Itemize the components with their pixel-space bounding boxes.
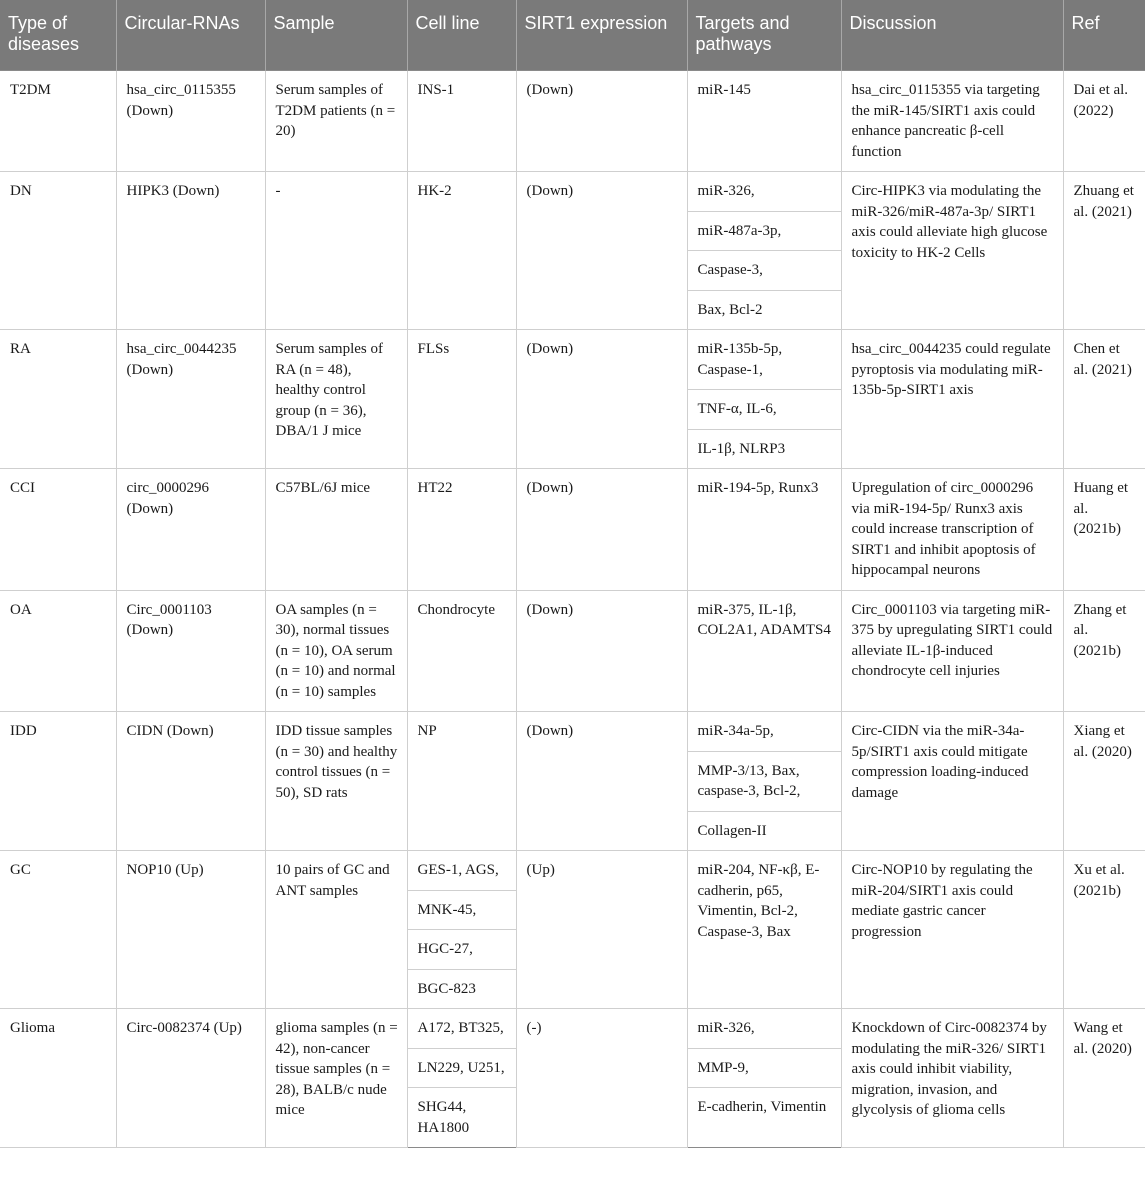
circular-rna-cell: HIPK3 (Down) — [116, 172, 265, 330]
targets-cell: TNF-α, IL-6, — [687, 390, 841, 430]
discussion-cell: Circ_0001103 via targeting miR-375 by upregulating SIRT1 could alleviate IL-1β-induced chondrocyte cell injuries — [841, 590, 1063, 712]
table-row — [0, 330, 1145, 390]
ref-cell: Wang et al. (2020) — [1063, 1009, 1145, 1148]
targets-cell: miR-135b-5p, Caspase-1, — [687, 330, 841, 390]
discussion-cell: hsa_circ_0044235 could regulate pyroptosis via modulating miR-135b-5p-SIRT1 axis — [841, 330, 1063, 469]
sample-cell: Serum samples of T2DM patients (n = 20) — [265, 71, 407, 172]
table-body — [0, 71, 1145, 1148]
circular-rna-cell: CIDN (Down) — [116, 712, 265, 851]
cell-line-cell: A172, BT325, — [407, 1009, 516, 1049]
table-row — [0, 172, 1145, 212]
ref-cell: Zhuang et al. (2021) — [1063, 172, 1145, 330]
header-sample: Sample — [265, 0, 407, 71]
ref-cell: Zhang et al. (2021b) — [1063, 590, 1145, 712]
targets-cell: miR-204, NF-κβ, E-cadherin, p65, Vimentin, Bcl-2, Caspase-3, Bax — [687, 851, 841, 1009]
sirt1-expression-cell: (Down) — [516, 172, 687, 330]
ref-cell: Xu et al. (2021b) — [1063, 851, 1145, 1009]
cell-line-cell: MNK-45, — [407, 890, 516, 930]
circular-rna-cell: Circ-0082374 (Up) — [116, 1009, 265, 1148]
disease-cell: GC — [0, 851, 116, 1009]
header-cell-line: Cell line — [407, 0, 516, 71]
table-row — [0, 469, 1145, 591]
cell-line-cell: Chondrocyte — [407, 590, 516, 712]
disease-cell: DN — [0, 172, 116, 330]
ref-cell: Dai et al. (2022) — [1063, 71, 1145, 172]
table-row — [0, 590, 1145, 712]
circular-rna-cell: NOP10 (Up) — [116, 851, 265, 1009]
cell-line-cell: SHG44, HA1800 — [407, 1088, 516, 1148]
header-circular-rnas: Circular-RNAs — [116, 0, 265, 71]
disease-cell: OA — [0, 590, 116, 712]
header-ref: Ref — [1063, 0, 1145, 71]
sirt1-expression-cell: (Up) — [516, 851, 687, 1009]
discussion-cell: Circ-HIPK3 via modulating the miR-326/miR-487a-3p/ SIRT1 axis could alleviate high glucose toxicity to HK-2 Cells — [841, 172, 1063, 330]
sample-cell: C57BL/6J mice — [265, 469, 407, 591]
circular-rna-cell: hsa_circ_0044235 (Down) — [116, 330, 265, 469]
discussion-cell: Circ-CIDN via the miR-34a-5p/SIRT1 axis could mitigate compression loading-induced damage — [841, 712, 1063, 851]
discussion-cell: Circ-NOP10 by regulating the miR-204/SIRT1 axis could mediate gastric cancer progression — [841, 851, 1063, 1009]
header-type-of-diseases: Type of diseases — [0, 0, 116, 71]
sirt1-expression-cell: (Down) — [516, 330, 687, 469]
sirt1-expression-cell: (Down) — [516, 71, 687, 172]
cell-line-cell: LN229, U251, — [407, 1048, 516, 1088]
sample-cell: 10 pairs of GC and ANT samples — [265, 851, 407, 1009]
sample-cell: IDD tissue samples (n = 30) and healthy control tissues (n = 50), SD rats — [265, 712, 407, 851]
cell-line-cell: FLSs — [407, 330, 516, 469]
sample-cell: - — [265, 172, 407, 330]
circular-rna-cell: Circ_0001103 (Down) — [116, 590, 265, 712]
cell-line-cell: NP — [407, 712, 516, 851]
ref-cell: Huang et al. (2021b) — [1063, 469, 1145, 591]
discussion-cell: Upregulation of circ_0000296 via miR-194-5p/ Runx3 axis could increase transcription of SIRT1 and inhibit apoptosis of hippocampal neurons — [841, 469, 1063, 591]
cell-line-cell: HK-2 — [407, 172, 516, 330]
table-row — [0, 1009, 1145, 1049]
table-row — [0, 851, 1145, 891]
header-discussion: Discussion — [841, 0, 1063, 71]
disease-cell: T2DM — [0, 71, 116, 172]
disease-cell: Glioma — [0, 1009, 116, 1148]
targets-cell: miR-487a-3p, — [687, 211, 841, 251]
cell-line-cell: GES-1, AGS, — [407, 851, 516, 891]
disease-cell: RA — [0, 330, 116, 469]
sample-cell: glioma samples (n = 42), non-cancer tissue samples (n = 28), BALB/c nude mice — [265, 1009, 407, 1148]
sample-cell: Serum samples of RA (n = 48), healthy control group (n = 36), DBA/1 J mice — [265, 330, 407, 469]
cell-line-cell: BGC-823 — [407, 969, 516, 1009]
targets-cell: miR-326, — [687, 172, 841, 212]
table-header — [0, 0, 1145, 71]
disease-cell: CCI — [0, 469, 116, 591]
sirt1-expression-cell: (Down) — [516, 712, 687, 851]
circular-rna-cell: hsa_circ_0115355 (Down) — [116, 71, 265, 172]
sirt1-expression-cell: (Down) — [516, 590, 687, 712]
targets-cell: IL-1β, NLRP3 — [687, 429, 841, 469]
targets-cell: E-cadherin, Vimentin — [687, 1088, 841, 1148]
targets-cell: Caspase-3, — [687, 251, 841, 291]
targets-cell: Bax, Bcl-2 — [687, 290, 841, 330]
ref-cell: Chen et al. (2021) — [1063, 330, 1145, 469]
targets-cell: miR-34a-5p, — [687, 712, 841, 752]
targets-cell: miR-145 — [687, 71, 841, 172]
header-targets-and-pathways: Targets and pathways — [687, 0, 841, 71]
discussion-cell: Knockdown of Circ-0082374 by modulating the miR-326/ SIRT1 axis could inhibit viability, migration, invasion, and glycolysis of glioma cells — [841, 1009, 1063, 1148]
ref-cell: Xiang et al. (2020) — [1063, 712, 1145, 851]
targets-cell: Collagen-II — [687, 811, 841, 851]
cell-line-cell: HGC-27, — [407, 930, 516, 970]
targets-cell: miR-375, IL-1β, COL2A1, ADAMTS4 — [687, 590, 841, 712]
targets-cell: miR-194-5p, Runx3 — [687, 469, 841, 591]
header-row — [0, 0, 1145, 71]
header-sirt1-expression: SIRT1 expression — [516, 0, 687, 71]
table-row — [0, 712, 1145, 752]
cell-line-cell: HT22 — [407, 469, 516, 591]
sirt1-expression-cell: (Down) — [516, 469, 687, 591]
targets-cell: miR-326, — [687, 1009, 841, 1049]
cell-line-cell: INS-1 — [407, 71, 516, 172]
circular-rna-cell: circ_0000296 (Down) — [116, 469, 265, 591]
table-row — [0, 71, 1145, 172]
disease-cell: IDD — [0, 712, 116, 851]
sample-cell: OA samples (n = 30), normal tissues (n = 10), OA serum (n = 10) and normal (n = 10) samples — [265, 590, 407, 712]
sirt1-expression-cell: (-) — [516, 1009, 687, 1148]
discussion-cell: hsa_circ_0115355 via targeting the miR-145/SIRT1 axis could enhance pancreatic β-cell function — [841, 71, 1063, 172]
targets-cell: MMP-3/13, Bax, caspase-3, Bcl-2, — [687, 751, 841, 811]
targets-cell: MMP-9, — [687, 1048, 841, 1088]
